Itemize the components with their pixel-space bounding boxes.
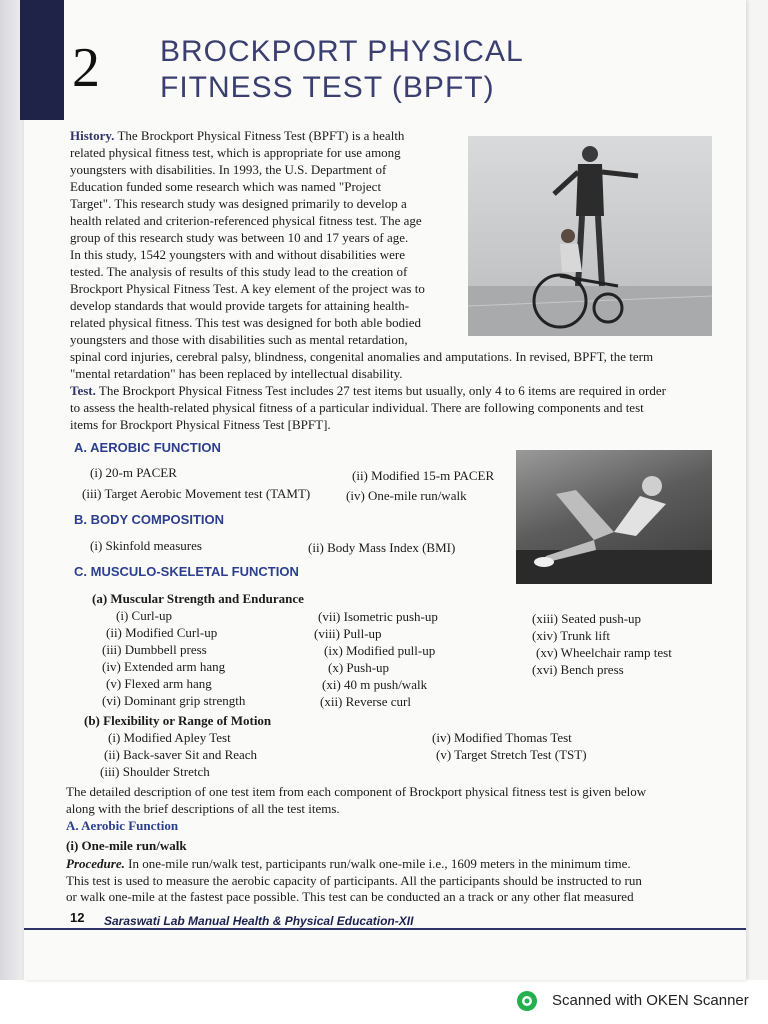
footer-divider <box>24 928 746 930</box>
history-line: The Brockport Physical Fitness Test (BPFT) is a health <box>117 128 405 143</box>
list-item: (iv) Extended arm hang <box>102 659 226 674</box>
list-item: (xiii) Seated push-up <box>532 611 642 626</box>
test-line: The Brockport Physical Fitness Test includes 27 test items but usually, only 4 to 6 items are required in order <box>98 383 666 398</box>
history-line: develop standards that would provide targets for attaining health- <box>70 298 410 313</box>
list-item: (iii) Shoulder Stretch <box>100 764 210 779</box>
history-line: Brockport Physical Fitness Test. A key element of the project was to <box>70 281 425 296</box>
history-line: related physical fitness test, which is appropriate for use among <box>70 145 401 160</box>
history-line: tested. The analysis of results of this study lead to the creation of <box>70 264 408 279</box>
curl-up-photo-illustration <box>516 450 712 584</box>
list-item: (xii) Reverse curl <box>320 694 411 709</box>
history-line: youngsters with disabilities. In 1993, the U.S. Department of <box>70 162 387 177</box>
list-item: (xi) 40 m push/walk <box>322 677 428 692</box>
list-item: (xvi) Bench press <box>532 662 624 677</box>
list-item: (ii) Back-saver Sit and Reach <box>104 747 258 762</box>
chapter-title <box>160 34 524 106</box>
list-item: (iv) One-mile run/walk <box>346 488 467 503</box>
one-mile-heading: (i) One-mile run/walk <box>66 838 187 853</box>
description-line: The detailed description of one test item from each component of Brockport physical fitness test is given below <box>66 784 647 799</box>
list-item: (i) 20-m PACER <box>90 465 177 480</box>
list-item: (ii) Modified 15-m PACER <box>352 468 495 483</box>
history-line: Target". This research study was designed primarily to develop a <box>70 196 407 211</box>
aerobic-function-subheading: A. Aerobic Function <box>66 818 179 833</box>
history-label: History. <box>70 128 115 143</box>
history-line: group of this research study was between 10 and 17 years of age. <box>70 230 409 245</box>
test-line: items for Brockport Physical Fitness Test [BPFT]. <box>70 417 331 432</box>
history-line: spinal cord injuries, cerebral palsy, blindness, congenital anomalies and amputations. In revised, BPFT, the term <box>70 349 654 364</box>
musculo-heading: C. MUSCULO-SKELETAL FUNCTION <box>74 564 299 579</box>
list-item: (xiv) Trunk lift <box>532 628 611 643</box>
list-item: (v) Target Stretch Test (TST) <box>436 747 587 762</box>
list-item: (iii) Dumbbell press <box>102 642 207 657</box>
list-item: (v) Flexed arm hang <box>106 676 212 691</box>
list-item: (x) Push-up <box>328 660 390 675</box>
list-item: (i) Modified Apley Test <box>108 730 231 745</box>
procedure-line: or walk one-mile at the fastest pace possible. This test can be conducted an a track or any other flat measured <box>66 889 634 904</box>
history-line: In this study, 1542 youngsters with and without disabilities were <box>70 247 405 262</box>
list-item: (i) Curl-up <box>116 608 172 623</box>
description-line: along with the brief descriptions of all the test items. <box>66 801 340 816</box>
strength-heading: (a) Muscular Strength and Endurance <box>92 591 304 606</box>
book-gutter <box>0 0 24 980</box>
oken-scanner-icon <box>516 990 538 1012</box>
aerobic-heading: A. AEROBIC FUNCTION <box>74 440 221 455</box>
wheelchair-athlete-photo <box>468 136 712 336</box>
chapter-title-line2: FITNESS TEST (BPFT) <box>160 71 495 104</box>
scanner-watermark-text: Scanned with OKEN Scanner <box>552 992 749 1009</box>
procedure-label: Procedure. <box>66 856 125 871</box>
test-label: Test. <box>70 383 96 398</box>
bookmark-tab <box>20 0 64 120</box>
list-item: (vii) Isometric push-up <box>318 609 438 624</box>
wheelchair-photo-illustration <box>468 136 712 336</box>
list-item: (viii) Pull-up <box>314 626 382 641</box>
list-item: (ii) Modified Curl-up <box>106 625 218 640</box>
history-line: related physical fitness. This test was designed for both able bodied <box>70 315 422 330</box>
list-item: (iv) Modified Thomas Test <box>432 730 572 745</box>
list-item: (iii) Target Aerobic Movement test (TAMT) <box>82 486 311 501</box>
list-item: (ix) Modified pull-up <box>324 643 436 658</box>
procedure-line: In one-mile run/walk test, participants run/walk one-mile i.e., 1609 meters in the minimum time. <box>128 856 631 871</box>
list-item: (vi) Dominant grip strength <box>102 693 246 708</box>
chapter-number: 2 <box>72 37 100 99</box>
history-line: health related and criterion-referenced physical fitness test. The age <box>70 213 422 228</box>
body-composition-heading: B. BODY COMPOSITION <box>74 512 224 527</box>
list-item: (ii) Body Mass Index (BMI) <box>308 540 456 555</box>
history-line: youngsters and those with disabilities such as mental retardation, <box>70 332 408 347</box>
page-number: 12 <box>70 910 85 925</box>
test-line: to assess the health-related physical fitness of a particular individual. There are following components and test <box>70 400 644 415</box>
procedure-line: This test is used to measure the aerobic capacity of participants. All the participants should be instructed to run <box>66 873 642 888</box>
list-item: (xv) Wheelchair ramp test <box>536 645 672 660</box>
curl-up-photo <box>516 450 712 584</box>
history-line: "mental retardation" has been replaced by intellectual disability. <box>70 366 403 381</box>
book-title: Saraswati Lab Manual Health & Physical Education-XII <box>104 914 414 928</box>
flexibility-heading: (b) Flexibility or Range of Motion <box>84 713 272 728</box>
chapter-title-line1: BROCKPORT PHYSICAL <box>160 35 524 68</box>
list-item: (i) Skinfold measures <box>90 538 202 553</box>
history-line: Education funded some research which was named "Project <box>70 179 382 194</box>
